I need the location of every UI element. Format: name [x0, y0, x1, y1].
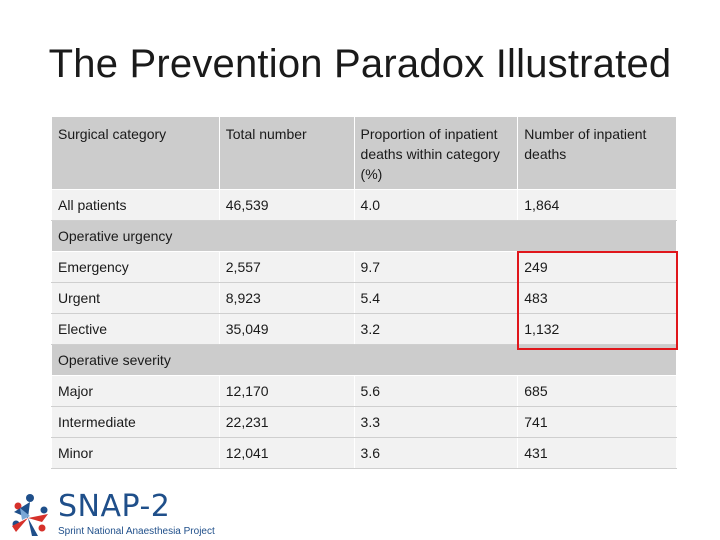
table-row: [52, 283, 677, 314]
table-row: [52, 190, 677, 221]
table-row: [52, 314, 677, 345]
cell-deaths: 741: [518, 407, 677, 438]
table-row: [52, 252, 677, 283]
cell-deaths: 685: [518, 376, 677, 407]
slide-title: The Prevention Paradox Illustrated: [48, 42, 672, 86]
cell-deaths: 1,132: [518, 314, 677, 345]
table-row: [52, 407, 677, 438]
cell-total: 46,539: [219, 190, 354, 221]
cell-category: Minor: [52, 438, 220, 469]
cell-deaths: 483: [518, 283, 677, 314]
cell-category: Urgent: [52, 283, 220, 314]
cell-proportion: 9.7: [354, 252, 518, 283]
logo-name: SNAP-2: [58, 489, 171, 524]
group-row-urgency: [52, 221, 677, 252]
logo-subtitle: Sprint National Anaesthesia Project: [58, 526, 215, 537]
group-label: Operative severity: [52, 345, 677, 376]
header-number-deaths: Number of inpatient deaths: [518, 117, 677, 190]
cell-category: Major: [52, 376, 220, 407]
cell-total: 35,049: [219, 314, 354, 345]
table-row: [52, 438, 677, 469]
cell-proportion: 5.4: [354, 283, 518, 314]
cell-category: All patients: [52, 190, 220, 221]
cell-total: 8,923: [219, 283, 354, 314]
cell-category: Emergency: [52, 252, 220, 283]
header-proportion-deaths: Proportion of inpatient deaths within category (%): [354, 117, 518, 190]
cell-proportion: 3.3: [354, 407, 518, 438]
header-total-number: Total number: [219, 117, 354, 190]
results-table: [51, 116, 677, 469]
cell-proportion: 3.6: [354, 438, 518, 469]
cell-category: Intermediate: [52, 407, 220, 438]
cell-total: 12,170: [219, 376, 354, 407]
group-label: Operative urgency: [52, 221, 677, 252]
group-row-severity: [52, 345, 677, 376]
header-surgical-category: Surgical category: [52, 117, 220, 190]
cell-proportion: 5.6: [354, 376, 518, 407]
cell-deaths: 249: [518, 252, 677, 283]
cell-category: Elective: [52, 314, 220, 345]
table-row: [52, 376, 677, 407]
cell-proportion: 4.0: [354, 190, 518, 221]
cell-deaths: 1,864: [518, 190, 677, 221]
cell-total: 2,557: [219, 252, 354, 283]
cell-proportion: 3.2: [354, 314, 518, 345]
cell-deaths: 431: [518, 438, 677, 469]
cell-total: 22,231: [219, 407, 354, 438]
cell-total: 12,041: [219, 438, 354, 469]
table-header-row: [52, 117, 677, 190]
